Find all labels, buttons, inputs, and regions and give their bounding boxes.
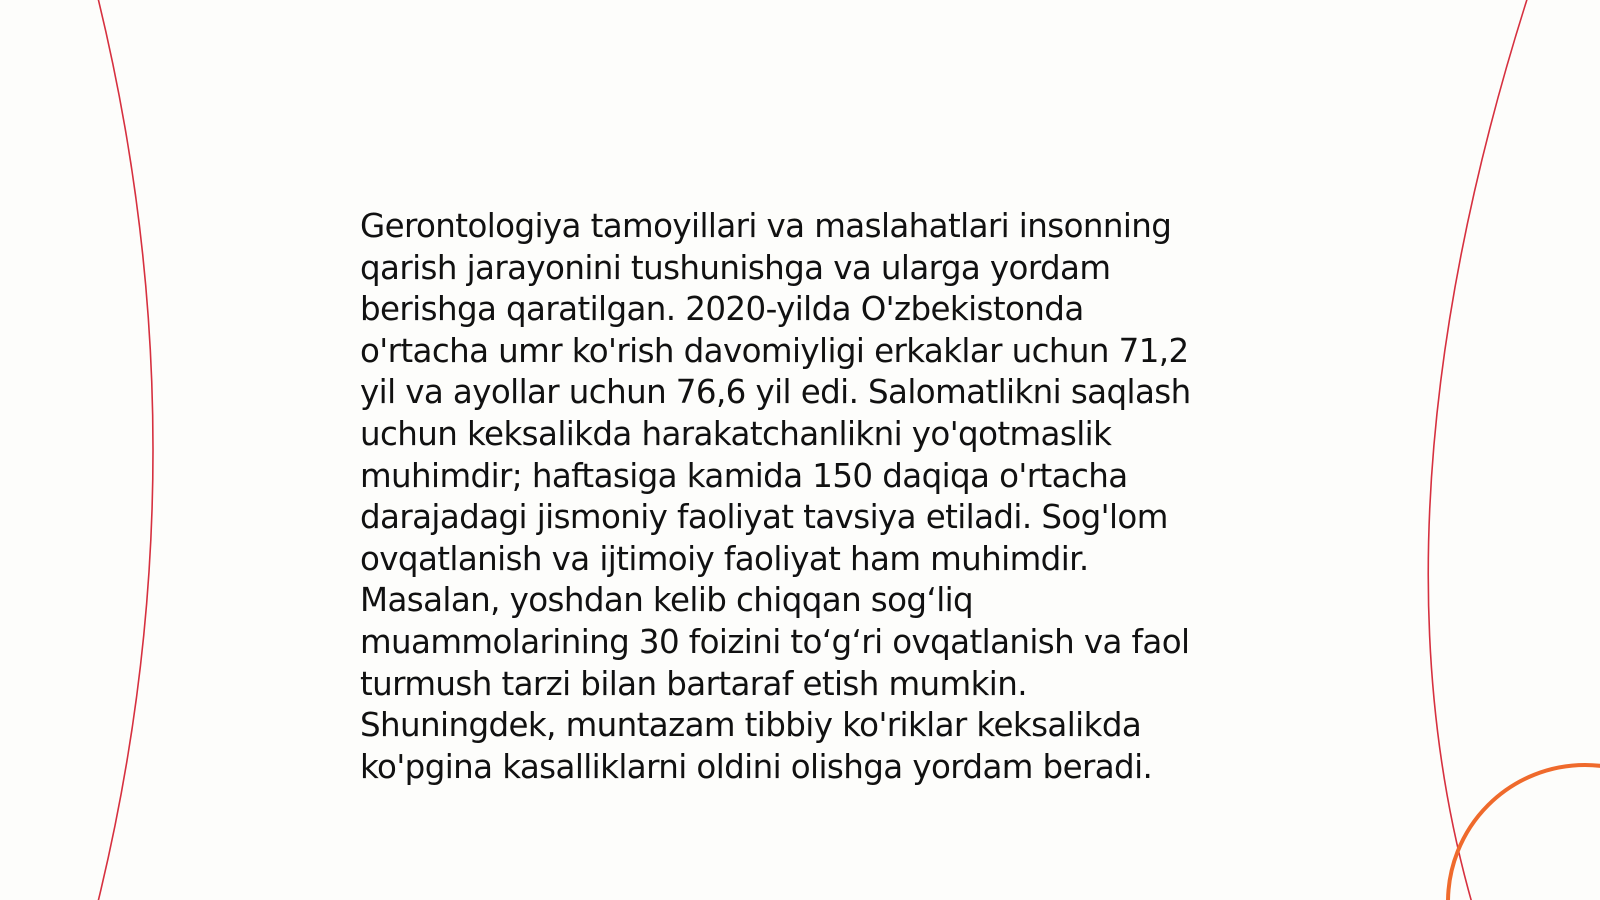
orange-decorative-circle <box>1448 765 1600 900</box>
left-decorative-curve <box>96 0 153 900</box>
slide-body-text: Gerontologiya tamoyillari va maslahatlari insonning qarish jarayonini tushunishga va ularga yordam berishga qaratilgan. 2020-yilda O'zbekistonda o'rtacha umr ko'rish davomiyligi erkaklar uchun 71,2 yil va ayollar uchun 76,6 yil edi. Salomatlikni saqlash uchun keksalikda harakatchanlikni yo'qotmaslik muhimdir; haftasiga kamida 150 daqiqa o'rtacha darajadagi jismoniy faoliyat tavsiya etiladi. Sog'lom ovqatlanish va ijtimoiy faoliyat ham muhimdir. Masalan, yoshdan kelib chiqqan sog‘liq muammolarining 30 foizini to‘g‘ri ovqatlanish va faol turmush tarzi bilan bartaraf etish mumkin. Shuningdek, muntazam tibbiy ko'riklar keksalikda ko'pgina kasalliklarni oldini olishga yordam beradi. <box>360 207 1191 786</box>
right-decorative-curve <box>1428 0 1530 900</box>
